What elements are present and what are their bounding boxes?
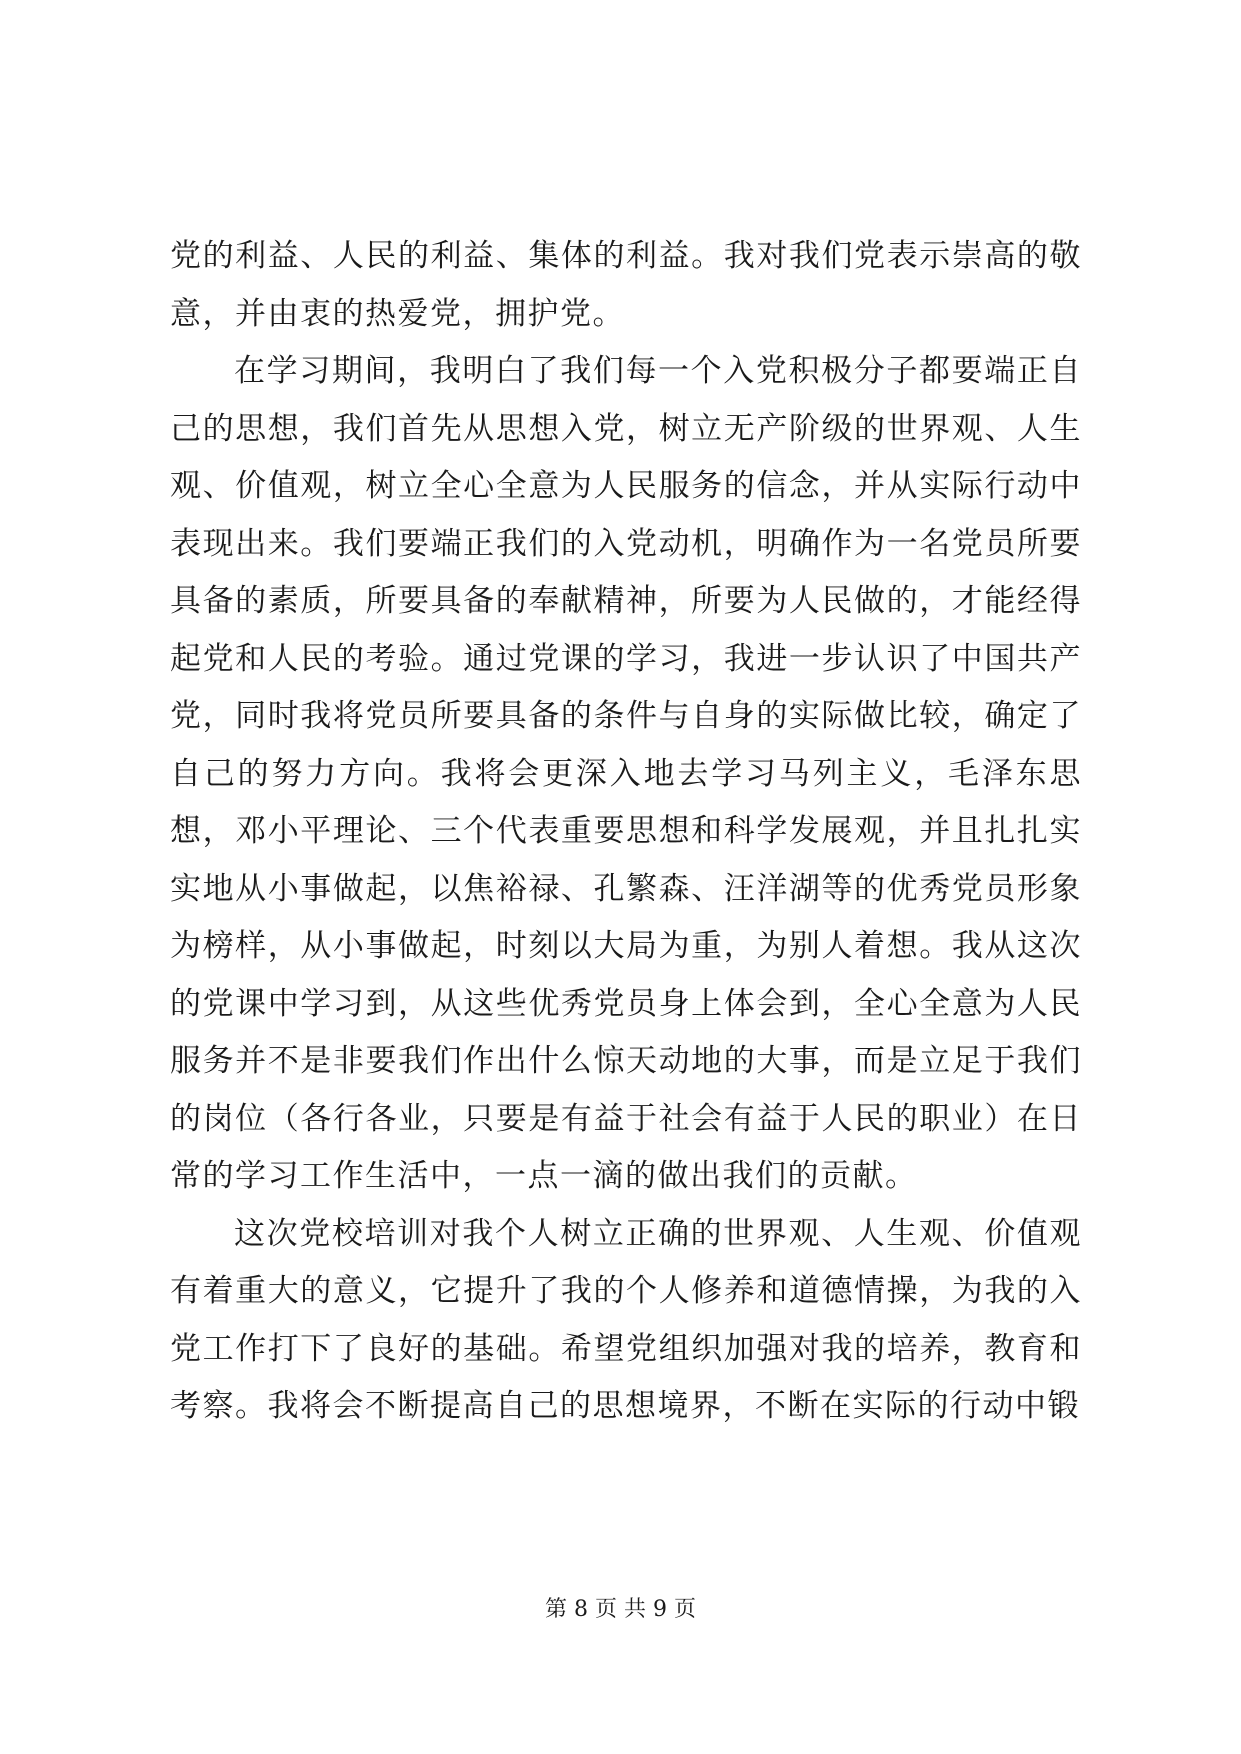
document-body (170, 228, 1082, 1436)
paragraph-1: 党的利益、人民的利益、集体的利益。我对我们党表示崇高的敬意，并由衷的热爱党，拥护党。 (170, 238, 1082, 332)
page-number-footer: 第 8 页 共 9 页 (545, 1597, 696, 1622)
paragraph-3: 这次党校培训对我个人树立正确的世界观、人生观、价值观有着重大的意义，它提升了我的个人修养和道德情操，为我的入党工作打下了良好的基础。希望党组织加强对我的培养，教育和考察。我将会不断提高自己的思想境界，不断在实际的行动中锻 (170, 1215, 1082, 1424)
paragraph-2: 在学习期间，我明白了我们每一个入党积极分子都要端正自己的思想，我们首先从思想入党，树立无产阶级的世界观、人生观、价值观，树立全心全意为人民服务的信念，并从实际行动中表现出来。我们要端正我们的入党动机，明确作为一名党员所要具备的素质，所要具备的奉献精神，所要为人民做的，才能经得起党和人民的考验。通过党课的学习，我进一步认识了中国共产党，同时我将党员所要具备的条件与自身的实际做比较，确定了自己的努力方向。我将会更深入地去学习马列主义，毛泽东思想，邓小平理论、三个代表重要思想和科学发展观，并且扎扎实实地从小事做起，以焦裕禄、孔繁森、汪洋湖等的优秀党员形象为榜样，从小事做起，时刻以大局为重，为别人着想。我从这次的党课中学习到，从这些优秀党员身上体会到，全心全意为人民服务并不是非要我们作出什么惊天动地的大事，而是立足于我们的岗位（各行各业，只要是有益于社会有益于人民的职业）在日常的学习工作生活中，一点一滴的做出我们的贡献。 (170, 353, 1082, 1194)
